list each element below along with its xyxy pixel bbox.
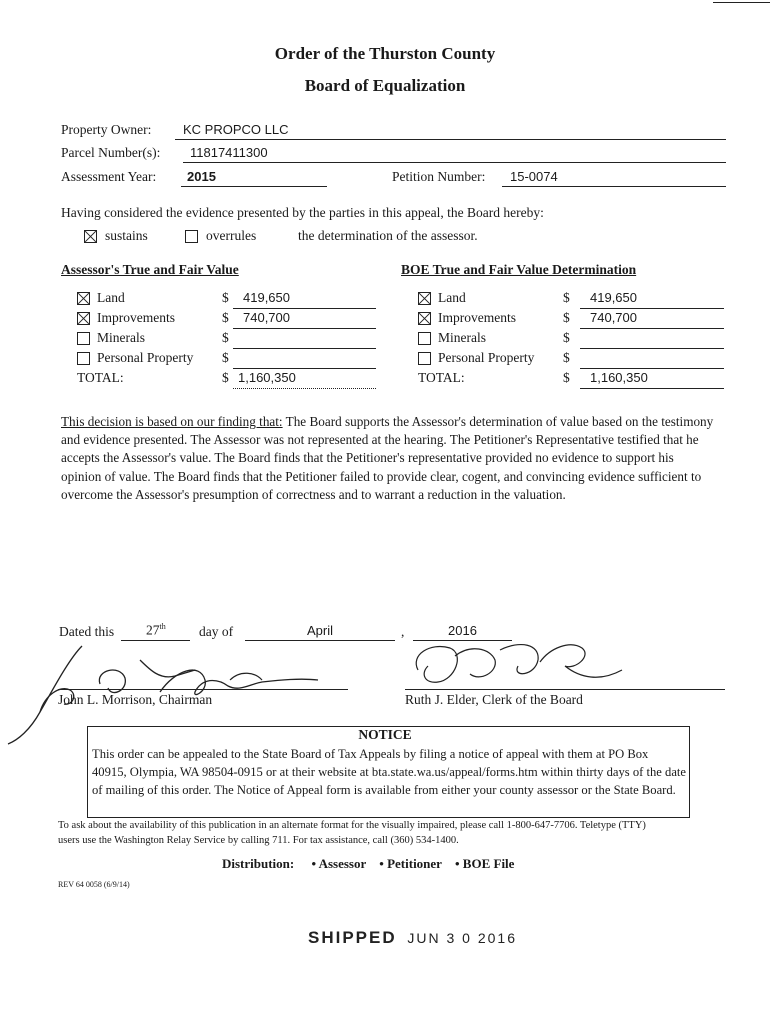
- distribution-bullet-2: •: [379, 856, 384, 871]
- assessor-land-checkbox[interactable]: [77, 292, 90, 305]
- boe-minerals-checkbox[interactable]: [418, 332, 431, 345]
- decision-intro: Having considered the evidence presented by the parties in this appeal, the Board hereby:: [61, 205, 544, 220]
- assessor-minerals-underline: [233, 348, 376, 349]
- boe-heading: BOE True and Fair Value Determination: [401, 262, 637, 277]
- boe-land-checkbox[interactable]: [418, 292, 431, 305]
- assessor-improvements-label: Improvements: [97, 310, 175, 325]
- sustains-checkbox[interactable]: [84, 230, 97, 243]
- finding-text: The Board supports the Assessor's determination of value based on the testimony and evidence presented. The Assessor was not represented at the hearing. The Petitioner's Representative testified that he accepts the Assessor's value. The Board finds that the Petitioner's representative provided no evidence to support his opinion of value. The Board finds that the Petitioner failed to provide clear, cogent, and convincing evidence sufficient to overcome the Assessor's presumption of correctness and to warrant a reduction in the valuation.: [61, 414, 714, 502]
- form-code: REV 64 0058 (6/9/14): [58, 880, 130, 889]
- assessor-land-value: 419,650: [243, 290, 290, 305]
- year-underline: [181, 186, 327, 187]
- overrules-label: overrules: [206, 228, 257, 243]
- distribution-assessor: Assessor: [318, 856, 367, 871]
- distribution-line: [222, 856, 514, 872]
- clerk-signature-line: [405, 689, 725, 690]
- owner-underline: [175, 139, 726, 140]
- dated-prefix: Dated this: [59, 624, 115, 639]
- owner-label: Property Owner:: [61, 122, 152, 137]
- boe-personal-property-currency: $: [563, 350, 570, 365]
- year-label: Assessment Year:: [61, 169, 157, 184]
- assessor-personal-property-checkbox[interactable]: [77, 352, 90, 365]
- petition-underline: [502, 186, 726, 187]
- assessor-improvements-currency: $: [222, 310, 229, 325]
- shipped-stamp: [308, 928, 517, 948]
- notice-heading: NOTICE: [358, 727, 412, 742]
- finding-paragraph: [61, 413, 716, 504]
- assessor-land-underline: [233, 308, 376, 309]
- boe-minerals-label: Minerals: [438, 330, 486, 345]
- boe-minerals-currency: $: [563, 330, 570, 345]
- distribution-boe-file: BOE File: [462, 856, 515, 871]
- boe-land-value: 419,650: [590, 290, 637, 305]
- boe-land-label: Land: [438, 290, 466, 305]
- finding-lead: This decision is based on our finding that:: [61, 414, 283, 429]
- boe-total-value: 1,160,350: [590, 370, 648, 385]
- dated-day-suffix: th: [159, 622, 166, 631]
- boe-land-underline: [580, 308, 724, 309]
- accessibility-note: To ask about the availability of this publication in an alternate format for the visually impaired, please call 1-800-647-7706. Teletype (TTY) users use the Washington Relay Service by calling 711. For tax assistance, call (360) 534-1400.: [58, 820, 646, 846]
- boe-land-currency: $: [563, 290, 570, 305]
- shipped-stamp-date: JUN 3 0 2016: [407, 930, 517, 946]
- decision-suffix: the determination of the assessor.: [298, 228, 478, 243]
- boe-total-label: TOTAL:: [418, 370, 465, 385]
- dated-day: [146, 622, 166, 639]
- page-subtitle: Board of Equalization: [304, 76, 466, 95]
- clerk-name: Ruth J. Elder, Clerk of the Board: [405, 692, 583, 707]
- assessor-improvements-checkbox[interactable]: [77, 312, 90, 325]
- parcel-underline: [183, 162, 726, 163]
- distribution-bullet-1: •: [311, 856, 317, 871]
- dated-month: April: [307, 623, 334, 638]
- notice-text: This order can be appealed to the State Board of Tax Appeals by filing a notice of appeal with them at PO Box 40915, Olympia, WA 98504-0915 or at their website at bta.state.wa.us/appeal/forms.htm within thirty days of the date of mailing of this order. The Notice of Appeal form is available from either your county assessor or the State Board.: [92, 747, 687, 797]
- boe-total-currency: $: [563, 370, 570, 385]
- assessor-personal-property-underline: [233, 368, 376, 369]
- boe-personal-property-underline: [580, 368, 724, 369]
- boe-personal-property-label: Personal Property: [438, 350, 535, 365]
- distribution-label: Distribution:: [222, 856, 295, 871]
- petition-label: Petition Number:: [392, 169, 486, 184]
- dated-day-number: 27: [146, 622, 160, 638]
- shipped-stamp-word: SHIPPED: [308, 928, 397, 947]
- boe-personal-property-checkbox[interactable]: [418, 352, 431, 365]
- boe-improvements-value: 740,700: [590, 310, 637, 325]
- petition-value: 15-0074: [510, 169, 558, 184]
- boe-minerals-underline: [580, 348, 724, 349]
- sustains-label: sustains: [105, 228, 148, 243]
- dated-comma: ,: [401, 624, 405, 639]
- owner-value: KC PROPCO LLC: [183, 122, 289, 137]
- chairman-signature-line: [58, 689, 348, 690]
- parcel-value: 11817411300: [190, 145, 268, 160]
- assessor-heading: Assessor's True and Fair Value: [61, 262, 239, 277]
- assessor-minerals-currency: $: [222, 330, 229, 345]
- distribution-bullet-3: •: [454, 856, 460, 871]
- overrules-checkbox[interactable]: [185, 230, 198, 243]
- distribution-petitioner: Petitioner: [387, 856, 442, 871]
- assessor-minerals-label: Minerals: [97, 330, 145, 345]
- parcel-label: Parcel Number(s):: [61, 145, 161, 160]
- assessor-total-value: 1,160,350: [238, 370, 296, 385]
- assessor-land-currency: $: [222, 290, 229, 305]
- assessor-total-label: TOTAL:: [77, 370, 124, 385]
- boe-improvements-currency: $: [563, 310, 570, 325]
- assessor-total-underline: [233, 388, 376, 389]
- boe-improvements-label: Improvements: [438, 310, 516, 325]
- dated-year: 2016: [448, 623, 477, 638]
- year-value: 2015: [187, 169, 216, 184]
- assessor-personal-property-label: Personal Property: [97, 350, 194, 365]
- assessor-minerals-checkbox[interactable]: [77, 332, 90, 345]
- boe-total-underline: [580, 388, 724, 389]
- top-corner-rule: [713, 2, 770, 3]
- assessor-improvements-value: 740,700: [243, 310, 290, 325]
- chairman-name: John L. Morrison, Chairman: [58, 692, 213, 707]
- assessor-land-label: Land: [97, 290, 125, 305]
- assessor-total-currency: $: [222, 370, 229, 385]
- assessor-personal-property-currency: $: [222, 350, 229, 365]
- boe-improvements-checkbox[interactable]: [418, 312, 431, 325]
- assessor-improvements-underline: [233, 328, 376, 329]
- dated-day-of: day of: [199, 624, 234, 639]
- boe-improvements-underline: [580, 328, 724, 329]
- page-title: Order of the Thurston County: [274, 44, 496, 63]
